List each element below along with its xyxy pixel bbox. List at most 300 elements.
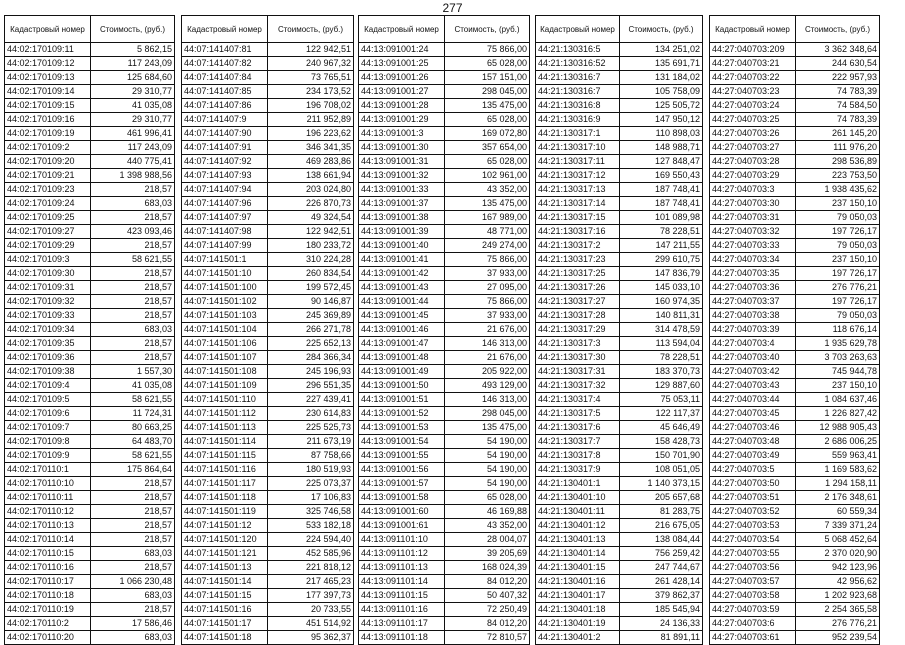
cost-cell: 223 753,50 [796, 169, 880, 183]
cadastral-number-cell: 44:13:091001:48 [359, 351, 445, 365]
cost-cell: 3 703 263,63 [796, 351, 880, 365]
cadastral-number-cell: 44:27:040703:22 [710, 71, 796, 85]
cadastral-number-cell: 44:07:141501:18 [182, 631, 268, 645]
cadastral-number-cell: 44:27:040703:43 [710, 379, 796, 393]
cost-cell: 276 776,21 [796, 281, 880, 295]
table-row [182, 393, 354, 407]
table-row [359, 281, 530, 295]
cost-cell: 135 475,00 [445, 197, 530, 211]
cadastral-number-cell: 44:13:091001:61 [359, 519, 445, 533]
cost-cell: 45 646,49 [620, 421, 703, 435]
cadastral-number-cell: 44:02:170109:20 [5, 155, 91, 169]
cadastral-number-cell: 44:02:170109:9 [5, 449, 91, 463]
table-row [359, 463, 530, 477]
table-row [5, 491, 175, 505]
cadastral-number-cell: 44:13:091001:53 [359, 421, 445, 435]
table-row [536, 617, 703, 631]
cadastral-number-cell: 44:07:141501:12 [182, 519, 268, 533]
table-row [5, 477, 175, 491]
cost-cell: 196 708,02 [268, 99, 354, 113]
table-row [5, 603, 175, 617]
table-row [536, 351, 703, 365]
table-row [5, 505, 175, 519]
cadastral-number-cell: 44:07:141501:114 [182, 435, 268, 449]
cadastral-table-1 [4, 15, 175, 645]
cadastral-number-cell: 44:21:130317:27 [536, 295, 620, 309]
cost-cell: 237 150,10 [796, 379, 880, 393]
cadastral-number-cell: 44:13:091001:32 [359, 169, 445, 183]
cost-cell: 78 228,51 [620, 351, 703, 365]
cadastral-number-cell: 44:07:141501:115 [182, 449, 268, 463]
cost-cell: 2 254 365,58 [796, 603, 880, 617]
table-row [359, 351, 530, 365]
cost-cell: 237 150,10 [796, 253, 880, 267]
cost-cell: 217 465,23 [268, 575, 354, 589]
cost-cell: 135 475,00 [445, 99, 530, 113]
table-row [536, 141, 703, 155]
cost-cell: 218,57 [91, 295, 175, 309]
table-row [5, 393, 175, 407]
cost-cell: 95 362,37 [268, 631, 354, 645]
cost-cell: 218,57 [91, 519, 175, 533]
table-row [536, 155, 703, 169]
cadastral-number-cell: 44:27:040703:49 [710, 449, 796, 463]
cost-cell: 147 836,79 [620, 267, 703, 281]
cadastral-number-cell: 44:21:130317:29 [536, 323, 620, 337]
table-row [536, 477, 703, 491]
cost-cell: 218,57 [91, 561, 175, 575]
table-row [5, 141, 175, 155]
cost-cell: 81 283,75 [620, 505, 703, 519]
cost-cell: 79 050,03 [796, 309, 880, 323]
cadastral-number-cell: 44:21:130316:7 [536, 71, 620, 85]
cost-cell: 37 933,00 [445, 309, 530, 323]
cost-cell: 43 352,00 [445, 519, 530, 533]
cost-cell: 240 967,32 [268, 57, 354, 71]
table-row [536, 113, 703, 127]
cadastral-number-cell: 44:02:170109:16 [5, 113, 91, 127]
cost-cell: 65 028,00 [445, 155, 530, 169]
cadastral-number-cell: 44:13:091101:13 [359, 561, 445, 575]
table-row [359, 505, 530, 519]
cost-cell: 49 324,54 [268, 211, 354, 225]
cost-cell: 225 073,37 [268, 477, 354, 491]
cadastral-number-cell: 44:21:130317:30 [536, 351, 620, 365]
cost-cell: 75 053,11 [620, 393, 703, 407]
cadastral-number-cell: 44:02:170109:34 [5, 323, 91, 337]
table-row [5, 351, 175, 365]
cost-cell: 218,57 [91, 337, 175, 351]
cadastral-number-cell: 44:02:170109:27 [5, 225, 91, 239]
table-row [359, 239, 530, 253]
cadastral-table-3 [358, 15, 530, 645]
cadastral-number-cell: 44:13:091001:51 [359, 393, 445, 407]
cadastral-number-cell: 44:27:040703:3 [710, 183, 796, 197]
cadastral-number-cell: 44:21:130316:9 [536, 113, 620, 127]
cadastral-number-cell: 44:07:141501:121 [182, 547, 268, 561]
cadastral-number-cell: 44:21:130401:14 [536, 547, 620, 561]
cost-cell: 21 676,00 [445, 323, 530, 337]
cost-cell: 43 352,00 [445, 183, 530, 197]
table-row [359, 575, 530, 589]
cadastral-number-cell: 44:13:091001:29 [359, 113, 445, 127]
cadastral-number-cell: 44:13:091001:46 [359, 323, 445, 337]
cadastral-number-cell: 44:13:091001:26 [359, 71, 445, 85]
cadastral-number-cell: 44:27:040703:27 [710, 141, 796, 155]
table-row [359, 477, 530, 491]
table-row [536, 407, 703, 421]
table-row [536, 99, 703, 113]
cost-cell: 122 942,51 [268, 43, 354, 57]
cost-cell: 423 093,46 [91, 225, 175, 239]
table-row [536, 365, 703, 379]
table-row [182, 575, 354, 589]
table-row [359, 309, 530, 323]
cadastral-number-cell: 44:27:040703:53 [710, 519, 796, 533]
table-row [710, 533, 880, 547]
cost-cell: 168 024,39 [445, 561, 530, 575]
table-row [5, 85, 175, 99]
cadastral-number-cell: 44:07:141407:92 [182, 155, 268, 169]
cadastral-number-cell: 44:02:170109:21 [5, 169, 91, 183]
cadastral-number-cell: 44:13:091101:10 [359, 533, 445, 547]
cost-cell: 183 370,73 [620, 365, 703, 379]
cadastral-number-cell: 44:02:170109:8 [5, 435, 91, 449]
cost-cell: 167 989,00 [445, 211, 530, 225]
table-row [5, 365, 175, 379]
cost-cell: 135 691,71 [620, 57, 703, 71]
cadastral-number-cell: 44:02:170109:30 [5, 267, 91, 281]
cost-cell: 187 748,41 [620, 183, 703, 197]
cadastral-number-cell: 44:07:141501:108 [182, 365, 268, 379]
table-row [359, 43, 530, 57]
cost-cell: 196 223,62 [268, 127, 354, 141]
cost-cell: 117 243,09 [91, 57, 175, 71]
cadastral-number-cell: 44:21:130317:32 [536, 379, 620, 393]
cost-cell: 54 190,00 [445, 435, 530, 449]
table-row [536, 281, 703, 295]
table-row [182, 71, 354, 85]
table-row [710, 127, 880, 141]
table-row [182, 99, 354, 113]
cadastral-number-cell: 44:07:141501:104 [182, 323, 268, 337]
table-row [359, 603, 530, 617]
table-row [536, 421, 703, 435]
cost-cell: 21 676,00 [445, 351, 530, 365]
cadastral-table-5 [709, 15, 880, 645]
cadastral-number-cell: 44:07:141407:9 [182, 113, 268, 127]
table-row [5, 71, 175, 85]
cadastral-number-cell: 44:21:130317:10 [536, 141, 620, 155]
table-row [182, 267, 354, 281]
cost-cell: 221 818,12 [268, 561, 354, 575]
cost-cell: 2 176 348,61 [796, 491, 880, 505]
cost-cell: 148 988,71 [620, 141, 703, 155]
cost-cell: 205 922,00 [445, 365, 530, 379]
cadastral-number-cell: 44:21:130316:5 [536, 43, 620, 57]
cadastral-number-cell: 44:21:130317:28 [536, 309, 620, 323]
cost-cell: 245 369,89 [268, 309, 354, 323]
cadastral-number-cell: 44:13:091101:16 [359, 603, 445, 617]
cadastral-number-cell: 44:13:091001:47 [359, 337, 445, 351]
table-header-row [536, 16, 703, 43]
cadastral-number-cell: 44:27:040703:37 [710, 295, 796, 309]
table-row [536, 267, 703, 281]
cost-cell: 28 004,07 [445, 533, 530, 547]
cadastral-number-cell: 44:02:170109:23 [5, 183, 91, 197]
cost-cell: 276 776,21 [796, 617, 880, 631]
table-row [710, 561, 880, 575]
table-row [710, 197, 880, 211]
table-row [182, 197, 354, 211]
cost-cell: 218,57 [91, 603, 175, 617]
cadastral-number-cell: 44:27:040703:34 [710, 253, 796, 267]
cadastral-number-cell: 44:07:141501:119 [182, 505, 268, 519]
table-row [710, 281, 880, 295]
cost-cell: 203 024,80 [268, 183, 354, 197]
cadastral-number-cell: 44:13:091001:27 [359, 85, 445, 99]
cost-cell: 461 996,41 [91, 127, 175, 141]
cadastral-number-cell: 44:02:170109:29 [5, 239, 91, 253]
cost-cell: 1 398 988,56 [91, 169, 175, 183]
cost-cell: 222 957,93 [796, 71, 880, 85]
cadastral-number-cell: 44:07:141407:90 [182, 127, 268, 141]
cadastral-number-cell: 44:02:170109:32 [5, 295, 91, 309]
cadastral-number-cell: 44:07:141501:120 [182, 533, 268, 547]
cost-cell: 1 169 583,62 [796, 463, 880, 477]
table-row [5, 197, 175, 211]
table-row [536, 533, 703, 547]
table-row [5, 225, 175, 239]
cost-cell: 3 362 348,64 [796, 43, 880, 57]
cadastral-number-cell: 44:02:170109:19 [5, 127, 91, 141]
cost-cell: 5 068 452,64 [796, 533, 880, 547]
cost-cell: 224 594,40 [268, 533, 354, 547]
table-row [536, 379, 703, 393]
cadastral-number-cell: 44:02:170109:3 [5, 253, 91, 267]
cadastral-number-cell: 44:07:141501:14 [182, 575, 268, 589]
cost-cell: 180 519,93 [268, 463, 354, 477]
table-row [536, 71, 703, 85]
cadastral-number-cell: 44:27:040703:50 [710, 477, 796, 491]
cadastral-number-cell: 44:07:141407:93 [182, 169, 268, 183]
cost-cell: 952 239,54 [796, 631, 880, 645]
cadastral-number-cell: 44:13:091001:44 [359, 295, 445, 309]
table-row [710, 337, 880, 351]
cost-cell: 1 084 637,46 [796, 393, 880, 407]
cost-cell: 533 182,18 [268, 519, 354, 533]
cost-cell: 942 123,96 [796, 561, 880, 575]
cadastral-number-cell: 44:27:040703:31 [710, 211, 796, 225]
cadastral-number-cell: 44:13:091001:40 [359, 239, 445, 253]
cost-cell: 1 557,30 [91, 365, 175, 379]
table-row [536, 43, 703, 57]
cost-cell: 108 051,05 [620, 463, 703, 477]
table-row [359, 519, 530, 533]
cost-cell: 42 956,62 [796, 575, 880, 589]
cost-cell: 138 661,94 [268, 169, 354, 183]
table-row [536, 169, 703, 183]
cadastral-number-cell: 44:13:091101:14 [359, 575, 445, 589]
cost-cell: 125 505,72 [620, 99, 703, 113]
cadastral-number-cell: 44:21:130317:15 [536, 211, 620, 225]
cadastral-number-cell: 44:27:040703:5 [710, 463, 796, 477]
cost-cell: 559 963,41 [796, 449, 880, 463]
cadastral-number-cell: 44:21:130401:12 [536, 519, 620, 533]
table-row [5, 57, 175, 71]
cadastral-number-cell: 44:27:040703:56 [710, 561, 796, 575]
table-row [182, 561, 354, 575]
cost-cell: 261 428,14 [620, 575, 703, 589]
cost-cell: 1 294 158,11 [796, 477, 880, 491]
cadastral-number-cell: 44:21:130317:9 [536, 463, 620, 477]
table-row [536, 183, 703, 197]
cadastral-number-cell: 44:21:130401:16 [536, 575, 620, 589]
cadastral-number-cell: 44:27:040703:61 [710, 631, 796, 645]
cadastral-number-cell: 44:07:141501:116 [182, 463, 268, 477]
cadastral-number-cell: 44:13:091001:41 [359, 253, 445, 267]
cadastral-number-cell: 44:02:170109:31 [5, 281, 91, 295]
cadastral-number-cell: 44:21:130317:12 [536, 169, 620, 183]
cost-cell: 683,03 [91, 631, 175, 645]
cadastral-number-cell: 44:27:040703:52 [710, 505, 796, 519]
cost-cell: 138 084,44 [620, 533, 703, 547]
cadastral-number-cell: 44:07:141501:103 [182, 309, 268, 323]
table-row [710, 99, 880, 113]
cadastral-number-cell: 44:21:130317:14 [536, 197, 620, 211]
cost-cell: 72 810,57 [445, 631, 530, 645]
table-row [359, 547, 530, 561]
cadastral-table-2 [181, 15, 354, 645]
table-row [536, 127, 703, 141]
cadastral-number-cell: 44:07:141407:96 [182, 197, 268, 211]
table-row [710, 183, 880, 197]
cadastral-number-cell: 44:02:170109:11 [5, 43, 91, 57]
cadastral-number-cell: 44:13:091001:37 [359, 197, 445, 211]
cadastral-number-cell: 44:07:141501:112 [182, 407, 268, 421]
cadastral-number-cell: 44:27:040703:30 [710, 197, 796, 211]
cost-cell: 105 758,09 [620, 85, 703, 99]
table-row [182, 603, 354, 617]
cost-cell: 84 012,20 [445, 575, 530, 589]
cost-cell: 12 988 905,43 [796, 421, 880, 435]
cadastral-number-cell: 44:07:141501:113 [182, 421, 268, 435]
cadastral-number-cell: 44:13:091001:24 [359, 43, 445, 57]
cost-cell: 111 976,20 [796, 141, 880, 155]
cadastral-number-cell: 44:07:141407:84 [182, 71, 268, 85]
cost-cell: 1 938 435,62 [796, 183, 880, 197]
cadastral-number-cell: 44:02:170109:6 [5, 407, 91, 421]
cost-cell: 48 771,00 [445, 225, 530, 239]
header-cost: Стоимость, (руб.) [91, 16, 175, 43]
table-row [536, 603, 703, 617]
cost-cell: 218,57 [91, 183, 175, 197]
cost-cell: 157 151,00 [445, 71, 530, 85]
cost-cell: 683,03 [91, 589, 175, 603]
table-row [182, 57, 354, 71]
cadastral-number-cell: 44:21:130401:11 [536, 505, 620, 519]
cadastral-number-cell: 44:13:091001:52 [359, 407, 445, 421]
table-row [182, 491, 354, 505]
cost-cell: 54 190,00 [445, 463, 530, 477]
cadastral-number-cell: 44:13:091101:18 [359, 631, 445, 645]
table-row [710, 309, 880, 323]
cost-cell: 451 514,92 [268, 617, 354, 631]
table-row [536, 519, 703, 533]
table-row [710, 631, 880, 645]
cadastral-number-cell: 44:13:091001:33 [359, 183, 445, 197]
table-row [182, 365, 354, 379]
cadastral-number-cell: 44:02:170110:13 [5, 519, 91, 533]
cadastral-number-cell: 44:07:141501:16 [182, 603, 268, 617]
cadastral-number-cell: 44:13:091001:43 [359, 281, 445, 295]
cadastral-number-cell: 44:21:130401:10 [536, 491, 620, 505]
table-row [182, 449, 354, 463]
table-row [182, 309, 354, 323]
cadastral-number-cell: 44:02:170110:10 [5, 477, 91, 491]
cadastral-number-cell: 44:13:091001:55 [359, 449, 445, 463]
cost-cell: 2 370 020,90 [796, 547, 880, 561]
cadastral-number-cell: 44:07:141407:99 [182, 239, 268, 253]
cadastral-number-cell: 44:07:141501:117 [182, 477, 268, 491]
cadastral-number-cell: 44:02:170109:38 [5, 365, 91, 379]
cost-cell: 230 614,83 [268, 407, 354, 421]
table-row [182, 379, 354, 393]
cadastral-number-cell: 44:27:040703:51 [710, 491, 796, 505]
cadastral-number-cell: 44:13:091001:31 [359, 155, 445, 169]
table-row [536, 561, 703, 575]
cadastral-number-cell: 44:27:040703:35 [710, 267, 796, 281]
table-row [5, 337, 175, 351]
cadastral-number-cell: 44:27:040703:40 [710, 351, 796, 365]
cadastral-number-cell: 44:13:091001:39 [359, 225, 445, 239]
cost-cell: 50 407,32 [445, 589, 530, 603]
cadastral-number-cell: 44:27:040703:42 [710, 365, 796, 379]
cost-cell: 260 834,54 [268, 267, 354, 281]
table-row [182, 253, 354, 267]
table-row [5, 155, 175, 169]
table-row [5, 253, 175, 267]
table-row [710, 141, 880, 155]
table-row [182, 435, 354, 449]
cost-cell: 218,57 [91, 533, 175, 547]
cadastral-number-cell: 44:07:141407:81 [182, 43, 268, 57]
cadastral-number-cell: 44:02:170110:2 [5, 617, 91, 631]
table-row [182, 43, 354, 57]
table-row [182, 183, 354, 197]
table-row [182, 351, 354, 365]
cadastral-number-cell: 44:07:141501:13 [182, 561, 268, 575]
cadastral-number-cell: 44:07:141407:98 [182, 225, 268, 239]
cadastral-number-cell: 44:13:091001:45 [359, 309, 445, 323]
cost-cell: 683,03 [91, 323, 175, 337]
table-row [710, 323, 880, 337]
cost-cell: 113 594,04 [620, 337, 703, 351]
cadastral-number-cell: 44:27:040703:26 [710, 127, 796, 141]
cost-cell: 54 190,00 [445, 449, 530, 463]
table-row [359, 365, 530, 379]
table-row [5, 183, 175, 197]
cost-cell: 218,57 [91, 211, 175, 225]
cost-cell: 118 676,14 [796, 323, 880, 337]
table-row [710, 225, 880, 239]
header-cost: Стоимость, (руб.) [796, 16, 880, 43]
table-row [5, 113, 175, 127]
cost-cell: 79 050,03 [796, 239, 880, 253]
table-row [710, 449, 880, 463]
cadastral-number-cell: 44:27:040703:6 [710, 617, 796, 631]
table-row [710, 491, 880, 505]
